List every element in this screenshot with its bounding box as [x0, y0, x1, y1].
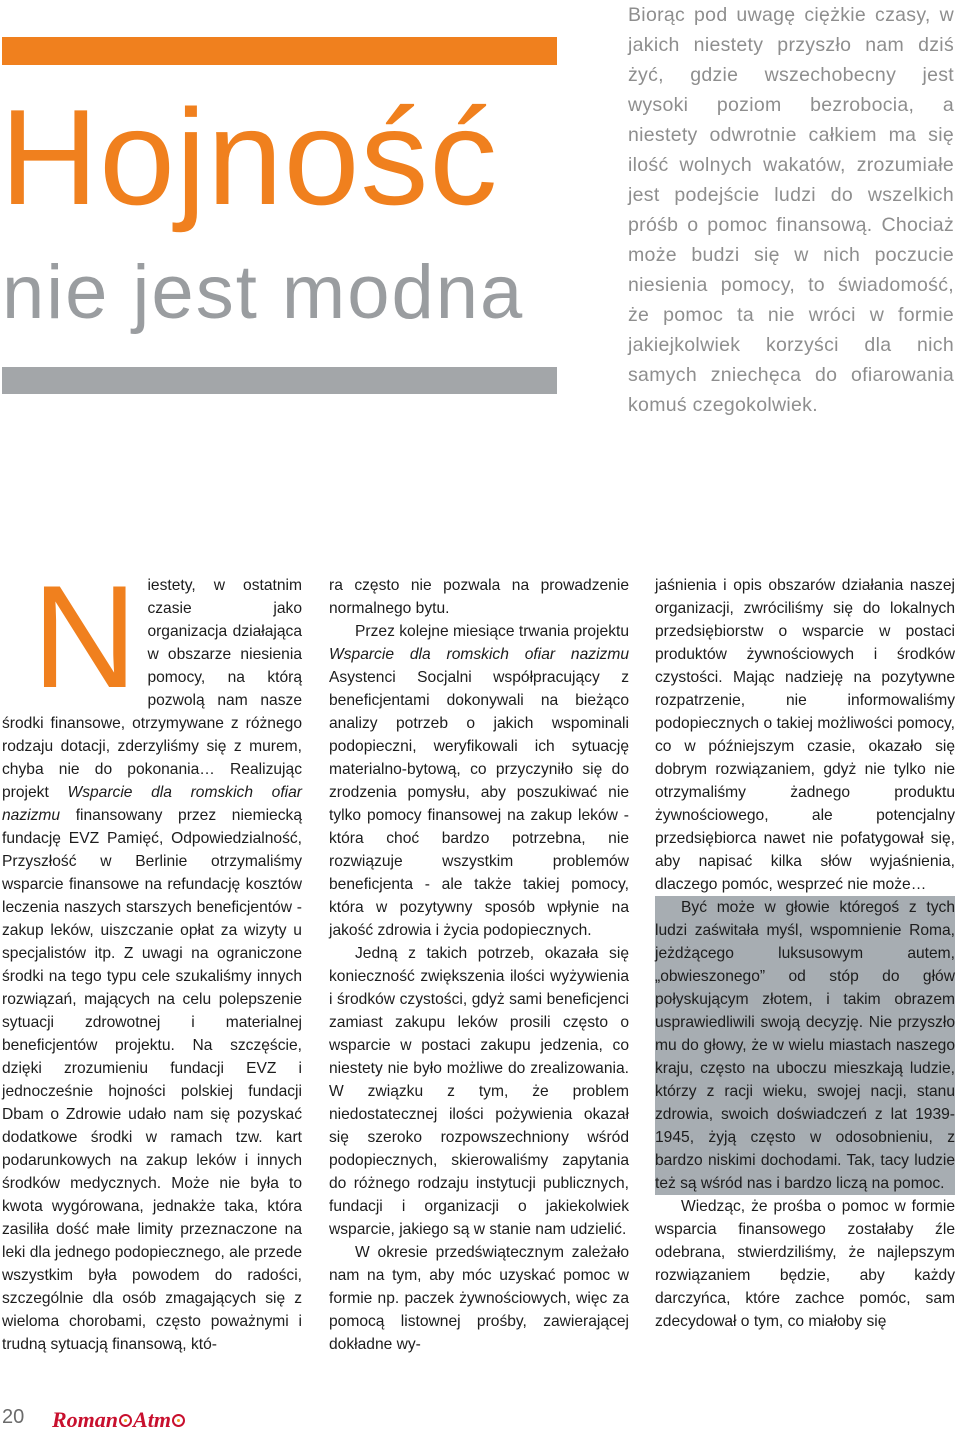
drop-cap: N — [32, 555, 138, 718]
logo-text-part1: Roman — [52, 1407, 119, 1432]
article-column-2 — [329, 574, 629, 1356]
wheel-icon — [172, 1414, 185, 1427]
paragraph: Wiedząc, że prośba o pomoc w formie wsparcia finansowego zostałaby źle odebrana, stwierdziliśmy, że najlepszym rozwiązaniem będzie, aby każdy darczyńca, które zachce pomóc, sam zdecydował o tym, co miałoby się — [655, 1198, 955, 1330]
paragraph-text: finansowany przez niemiecką fundację EVZ Pamięć, Odpowiedzialność, Przyszłość w Berlinie otrzymaliśmy wsparcie finansowe na refundację kosztów leczenia naszych starszych beneficjentów - zakup leków, uiszczanie opłat za wizyty u specjalistów itp. Z uwagi na ograniczone środki na tego typu cele szukaliśmy innych rozwiązań, mających na celu polepszenie sytuacji zdrowotnej i materialnej beneficjentów projektu. Na szczęście, dzięki zrozumieniu fundacji EVZ i jednocześnie hojności polskiej fundacji Dbam o Zdrowie udało nam się pozyskać dodatkowe środki w ramach tzw. kart podarunkowych na zakup leków i innych środków medycznych. Może nie była to kwota wygórowana, jednakże taka, która zasiliła dość małe limity przeznaczone na leki dla jednego podopiecznego, ale przede wszystkim była powodem do radości, szczególnie dla osób zmagających się z wieloma chorobami, często poważnymi i trudną sytuacją finansową, któ- — [2, 807, 302, 1353]
paragraph: Jedną z takich potrzeb, okazała się konieczność zwiększenia ilości wyżywienia i środków czystości, gdyż sami beneficjenci zamiast zakupu leków prosili często o wsparcie w postaci zakupu jedzenia, co niestety nie było możliwe do zrealizowania. W związku z tym, że problem niedostatecznej ilości pożywienia okazał się szeroko rozpowszechniony wśród podopiecznych, skierowaliśmy zapytania do różnego rodzaju instytucji publicznych, fundacji i organizacji o jakiekolwiek wsparcie, jakiego są w stanie nam udzielić. — [329, 945, 629, 1238]
article-column-1 — [2, 555, 303, 1356]
paragraph: ra często nie pozwala na prowadzenie normalnego bytu. — [329, 577, 629, 617]
article-title: Hojność — [0, 81, 499, 233]
orange-accent-bar — [2, 37, 557, 65]
paragraph-text: Asystenci Socjalni współpracujący z beneficjentami dokonywali na bieżąco analizy potrzeb o jakich wspominali podopieczni, weryfikowali ich sytuację materialno-bytową, co przyczyniło się do zrodzenia pomysłu, aby poszukiwać nie tylko pomocy finansowej na zakup leków - która choć bardzo potrzebna, nie rozwiązuje wszystkim problemów beneficjenta - ale także takiej pomocy, która w pozytywny sposób wpłynie na jakość zdrowia i życia podopiecznych. — [329, 669, 629, 939]
paragraph-text: Przez kolejne miesiące trwania projektu — [355, 623, 629, 640]
intro-paragraph: Biorąc pod uwagę ciężkie czasy, w jakich niestety przyszło nam dziś żyć, gdzie wszechobecny jest wysoki poziom bezrobocia, a niestety odwrotnie całkiem ma się ilość wolnych wakatów, zrozumiałe jest podejście ludzi do wszelkich próśb o pomoc finansową. Chociaż może budzi się w nich poczucie niesienia pomocy, to świadomość, że pomoc ta nie wróci w formie jakiejkolwiek korzyści dla nich samych zniechęca do ofiarowania komuś czegokolwiek. — [628, 4, 954, 416]
project-name: Wsparcie dla romskich ofiar nazizmu — [2, 784, 303, 824]
paragraph-text: iestety, w ostatnim czasie jako organizacja działająca w obszarze niesienia pomocy, na którą pozwolą nam nasze środki finansowe, otrzymywane z różnego rodzaju dotacji, zderzyliśmy się z murem, chyba nie do pokonania… Realizując projekt — [2, 577, 302, 801]
article-column-3 — [655, 574, 955, 1333]
magazine-logo — [52, 1406, 186, 1434]
project-name: Wsparcie dla romskich ofiar nazizmu — [329, 646, 629, 663]
logo-text-part2: Atm — [133, 1407, 171, 1432]
page-number: 20 — [2, 1406, 25, 1428]
wheel-icon — [119, 1414, 132, 1427]
highlighted-paragraph: Być może w głowie któregoś z tych ludzi zaświtała myśl, wspomnienie Roma, jeżdżącego luksusowym autem, „obwieszonego” od stóp do głów połyskującym złotem, i takim obrazem usprawiedliwili swoją decyzję. Nie przyszło mu do głowy, że w wielu miastach naszego kraju, często na uboczu mieszkają ludzie, którzy z racji wieku, swojej nacji, stanu zdrowia, swoich doświadczeń z lat 1939-1945, żyją często w odosobnieniu, z bardzo niskimi dochodami. Tak, tacy ludzie też są wśród nas i bardzo liczą na pomoc. — [655, 896, 955, 1195]
paragraph: W okresie przedświątecznym zależało nam na tym, aby móc uzyskać pomoc w formie np. paczek żywnościowych, więc za pomocą listownej prośby, zawierającej dokładne wy- — [329, 1244, 629, 1353]
paragraph — [329, 620, 629, 942]
column-1-paragraph — [2, 555, 303, 1356]
gray-accent-bar — [2, 367, 557, 394]
paragraph: jaśnienia i opis obszarów działania naszej organizacji, zwróciliśmy się do lokalnych przedsiębiorstw o wsparcie w postaci produktów żywnościowych i środków czystości. Mając nadzieję na pozytywne rozpatrzenie, nie informowaliśmy podopiecznych o takiej możliwości pomocy, co w późniejszym czasie, okazało się dobrym rozwiązaniem, gdyż nie tylko nie otrzymaliśmy żadnego produktu żywnościowego, ale potencjalny przedsiębiorca nawet nie pofatygował się, aby napisać kilka słów wyjaśnienia, dlaczego pomóc, wesprzeć nie może… — [655, 577, 955, 893]
article-subtitle: nie jest modna — [2, 250, 525, 335]
